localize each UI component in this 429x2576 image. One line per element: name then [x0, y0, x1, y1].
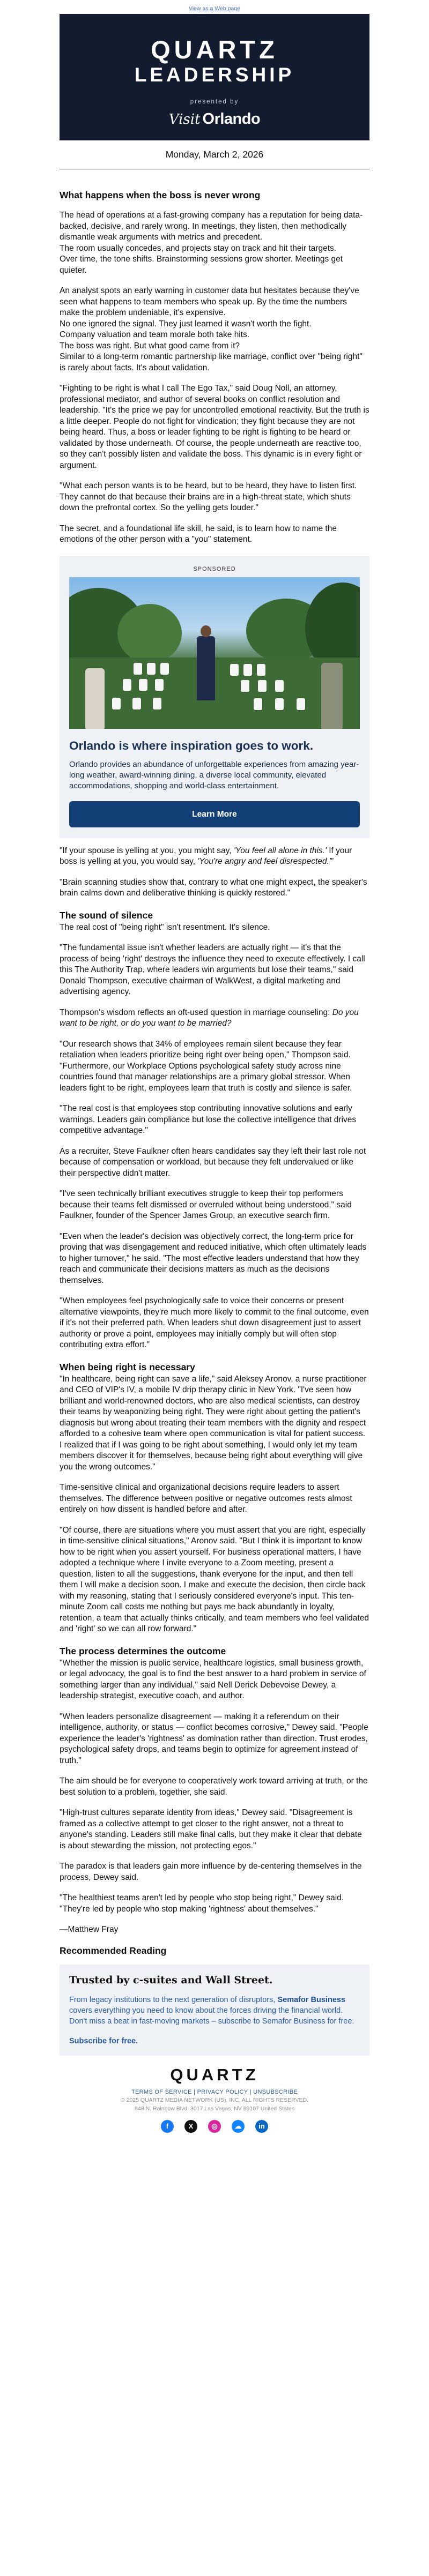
- footer-address: 848 N. Rainbow Blvd. 3017 Las Vegas, NV 89107 United States: [135, 2105, 294, 2112]
- recommended-box: [60, 1965, 369, 2056]
- paragraph: "When employees feel psychologically safe to voice their concerns or present alternative viewpoints, they're much more likely to commit to the final outcome, even if it's not their preferred path. When leaders shut down disagreement just to assert authority or prove a point, employees may initially comply but will often stop contributing extra effort.": [60, 1296, 369, 1349]
- presented-by-label: presented by: [190, 99, 239, 105]
- text: ": [330, 857, 334, 866]
- facebook-icon[interactable]: f: [161, 2120, 174, 2133]
- semafor-business-link[interactable]: Semafor Business: [277, 1995, 346, 2004]
- text: If your boss is yelling at you, you would say,: [60, 846, 352, 866]
- paragraph: The head of operations at a fast-growing company has a reputation for being data-backed, decisive, and rarely wrong. In meetings, they listen, then methodically dismantle weak arguments with metrics and precedent. The room usually concedes, and projects stay on track and hit their targets. Over time, the tone shifts. Brainstorming sessions grow shorter. Meetings get quieter.: [60, 211, 363, 275]
- recommended-body: [69, 1995, 360, 2027]
- paragraph: An analyst spots an early warning in customer data but hesitates because they've seen what happens to team members who speak up. By the time the numbers make the problem undeniable, it's expensive. No one ignored the signal. They just learned it wasn't worth the fight. Company valuation and team morale both take hits. The boss was right. But what good came from it? Similar to a long-term romantic partnership like marriage, conflict over "being right" is rarely about facts. It's about validation.: [60, 286, 363, 372]
- subscribe-link[interactable]: Subscribe for free.: [69, 2036, 138, 2045]
- banner-subtitle: LEADERSHIP: [134, 64, 295, 86]
- visit-orlando-logo[interactable]: [60, 110, 369, 128]
- learn-more-button[interactable]: Learn More: [69, 801, 360, 827]
- footer-links[interactable]: TERMS OF SERVICE | PRIVACY POLICY | UNSUBSCRIBE: [131, 2088, 298, 2095]
- section-heading: When being right is necessary: [60, 1361, 195, 1372]
- paragraph: "In healthcare, being right can save a life," said Aleksey Aronov, a nurse practitioner and CEO of VIP's IV, a mobile IV drip therapy clinic in New York. "I've seen how brilliant and world-renowned doctors, who are also medical scientists, can destroy their teams by weaponizing being right. They were right about getting the patient's diagnosis but wrong about treating their team members with the dignity and respect afforded to a cohesive team where open communication is vital for patient success. I realized that if I was going to be right about something, I would only let my team members discover it for themselves, because being right about everything will give you the wrong outcomes.": [60, 1374, 367, 1472]
- footer-logo: QUARTZ: [170, 2065, 259, 2084]
- paragraph: "Fighting to be right is what I call The Ego Tax," said Doug Noll, an attorney, professional mediator, and author of several books on conflict resolution and leadership. "It's the price we pay for uncontrolled emotional reactivity. But the truth is a little deeper. People do not fight for vindication; they fight because they are not being heard. Thus, a boss or leader fighting to be right is fighting to be heard or validated by those underneath. Of course, the people underneath are reactive too, so they can't possibly listen and validate the boss. This dynamic is in every fight or argument.: [60, 384, 369, 470]
- view-on-web-bar: [0, 0, 429, 14]
- article-body-continued: [60, 846, 369, 1957]
- text-italic: 'You're angry and feel disrespected.': [197, 857, 331, 866]
- instagram-icon[interactable]: ◎: [208, 2120, 221, 2133]
- text-italic: 'You feel all alone in this.': [233, 846, 327, 855]
- ad-photo[interactable]: [69, 577, 360, 729]
- section-heading: The sound of silence: [60, 909, 153, 921]
- sponsored-label: SPONSORED: [193, 565, 236, 572]
- text: From legacy institutions to the next generation of disruptors,: [69, 1995, 278, 2004]
- footer-copyright: © 2025 QUARTZ MEDIA NETWORK (US), INC. ALL RIGHTS RESERVED.: [120, 2096, 309, 2103]
- paragraph: "Of course, there are situations where you must assert that you are right, especially in time-sensitive clinical situations," Aronov said. "But I think it is important to know how to be right when you assert yourself. For business operational matters, I have adopted a technique where I invite everyone to a Zoom meeting, present a question, listen to all the suggestions, thank everyone for the input, and then tell them I will make a decision soon. I make and execute the decision, then circle back with my reasoning, stating that I seriously considered everyone's input. This ten-minute Zoom call costs me nothing but pays me back abundantly in loyalty, retention, a team that actually thinks critically, and team members who feel validated and 'right' so we can all row forward.": [60, 1525, 369, 1633]
- footer: [60, 2065, 369, 2133]
- sponsored-ad: [60, 556, 369, 838]
- text: covers everything you need to know about the forces driving the financial world. Don't miss a beat in fast-moving markets – subscribe to Semafor Business for free.: [69, 2006, 354, 2026]
- recommended-title: Trusted by c-suites and Wall Street.: [69, 1974, 273, 1986]
- paragraph: "Brain scanning studies show that, contrary to what one might expect, the speaker's brain calms down and deliberative thinking is quickly restored.": [60, 877, 367, 898]
- paragraph: "Whether the mission is public service, healthcare logistics, small business growth, or legal advocacy, the goal is to find the best answer to a hard problem in service of something larger than any individual," said Nell Derick Debevoise Dewey, a leadership strategist, executive coach, and author.: [60, 1658, 366, 1700]
- ad-title: Orlando is where inspiration goes to work.: [69, 738, 314, 752]
- newsletter-banner: [60, 14, 369, 140]
- paragraph: The paradox is that leaders gain more influence by de-centering themselves in the process, Dewey said.: [60, 1862, 362, 1882]
- paragraph: As a recruiter, Steve Faulkner often hears candidates say they left their last role not because of compensation or workload, but because they felt undervalued or like their perspective didn't matter.: [60, 1146, 366, 1178]
- paragraph: "When leaders personalize disagreement — making it a referendum on their intelligence, authority, or status — conflict becomes corrosive," Dewey said. "People experience the leader's 'rightness' as domination rather than direction. Trust erodes, psychological safety drops, and teams begin to optimize for agreement instead of truth.": [60, 1712, 368, 1765]
- paragraph: "What each person wants is to be heard, but to be heard, they have to listen first. They cannot do that because their brains are in a high-threat state, which shuts down the prefrontal cortex. So the yelling gets louder.": [60, 481, 357, 512]
- social-links: [60, 2120, 369, 2133]
- paragraph: "High-trust cultures separate identity from ideas," Dewey said. "Disagreement is framed as a collective attempt to get closer to the right answer, not a threat to anyone's standing. Leaders still make final calls, but they make it clear that debate is about stewarding the mission, not protecting egos.": [60, 1808, 362, 1850]
- text: "If your spouse is yelling at you, you might say,: [60, 846, 234, 855]
- text: Thompson's wisdom reflects an oft-used question in marriage counseling:: [60, 1007, 332, 1017]
- logo-visit-text: Visit: [168, 111, 201, 128]
- paragraph: "Even when the leader's decision was objectively correct, the long-term price for proving that was disengagement and reduced initiative, which often ultimately leads to higher turnover," he said. "The most effective leaders understand that how they reach and communicate their decisions matters as much as the decisions themselves.: [60, 1231, 367, 1285]
- bluesky-icon[interactable]: ☁: [232, 2120, 245, 2133]
- recommended-heading: Recommended Reading: [60, 1945, 167, 1956]
- text-italic: Do you want to be right, or do you want to be married?: [60, 1007, 359, 1028]
- paragraph: "The fundamental issue isn't whether leaders are actually right — it's that the process of being 'right' destroys the influence they need to execute effectively. I call this The Authority Trap, where leaders win arguments but lose their teams," said Donald Thompson, executive chairman of WalkWest, a digital marketing and advertising agency.: [60, 943, 365, 996]
- x-icon[interactable]: X: [184, 2120, 197, 2133]
- section-heading: The process determines the outcome: [60, 1645, 226, 1656]
- byline: —Matthew Fray: [60, 1925, 119, 1934]
- paragraph: The secret, and a foundational life skill, he said, is to learn how to name the emotions of the other person with a "you" statement.: [60, 524, 337, 544]
- article-headline: What happens when the boss is never wrong: [60, 190, 261, 200]
- ad-body: Orlando provides an abundance of unforgettable experiences from amazing year-long weather, award-winning dining, a diverse local community, elevated accommodations, shopping and world-class entertainment.: [69, 759, 359, 790]
- paragraph: "The healthiest teams aren't led by people who stop being right," Dewey said. "They're led by people who stop making 'rightness' about themselves.": [60, 1893, 344, 1914]
- paragraph: "I've seen technically brilliant executives struggle to keep their top performers because their teams felt dismissed or overruled without being understood," said Faulkner, founder of the Spencer James Group, an executive search firm.: [60, 1189, 352, 1220]
- paragraph: The real cost of "being right" isn't resentment. It's silence.: [60, 922, 270, 932]
- paragraph: Time-sensitive clinical and organizational decisions require leaders to assert themselves. The difference between positive or negative outcomes rests almost entirely on how dissent is handled before and after.: [60, 1483, 352, 1514]
- paragraph: "The real cost is that employees stop contributing innovative solutions and early warnings. Leaders gain compliance but lose the collective intelligence that drives competitive advantage.": [60, 1104, 357, 1135]
- paragraph: [60, 1007, 369, 1029]
- logo-orlando-text: Orlando: [202, 110, 261, 128]
- issue-date: Monday, March 2, 2026: [165, 149, 264, 160]
- paragraph: The aim should be for everyone to cooperatively work toward arriving at truth, or the best solution to a problem, together, she said.: [60, 1776, 368, 1797]
- paragraph: "Our research shows that 34% of employees remain silent because they fear retaliation when leaders prioritize being right over being open," Thompson said. "Furthermore, our Workplace Options psychological safety study across nine countries found that manager relationships are a primary global stressor. When leaders fight to be right, employees learn that truth is costly and silence is safer.: [60, 1039, 352, 1093]
- article-body: [60, 190, 369, 546]
- paragraph: [60, 846, 369, 868]
- linkedin-icon[interactable]: in: [255, 2120, 268, 2133]
- banner-title: QUARTZ: [151, 35, 278, 64]
- view-on-web-link[interactable]: View as a Web page: [189, 5, 240, 12]
